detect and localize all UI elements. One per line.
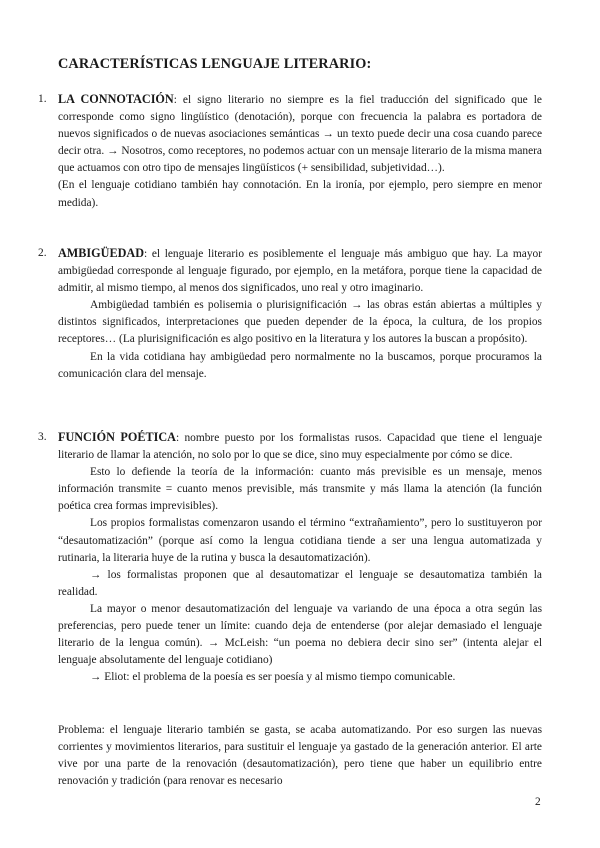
section-number: 2.	[38, 247, 47, 259]
section-heading: AMBIGÜEDAD	[58, 246, 144, 260]
section-lead-paragraph	[58, 91, 542, 177]
section-paragraph: En la vida cotidiana hay ambigüedad pero normalmente no la buscamos, porque procuramos la comunicación clara del mensaje.	[58, 350, 542, 380]
section-heading: FUNCIÓN POÉTICA	[58, 430, 176, 444]
section-paragraph: → Eliot: el problema de la poesía es ser poesía y al mismo tiempo comunicable.	[90, 671, 456, 684]
section-body	[58, 91, 542, 212]
section-paragraph: Los propios formalistas comenzaron usando el término “extrañamiento”, pero lo sustituyeron por “desautomatización” (porque así como la lengua cotidiana tiende a ser una lengua automatizada y rutinaria, la literaria huye de la rutina y busca la desautomatización).	[58, 517, 542, 564]
section-lead-text: : nombre puesto por los formalistas rusos. Capacidad que tiene el lenguaje literario de llamar la atención, no solo por lo que se dice, sino muy especialmente por cómo se dice.	[58, 432, 543, 462]
section-funcion-poetica	[38, 429, 542, 686]
section-paragraph: Ambigüedad también es polisemia o plurisignificación → las obras están abiertas a múltiples y distintos significados, interpretaciones que pueden depender de la época, la cultura, de los propios receptores… (La plurisignificación es algo positivo en la literatura y los autores la buscan a propósito).	[58, 299, 542, 346]
section-paragraph: Esto lo defiende la teoría de la información: cuanto más previsible es un mensaje, menos información transmite = cuanto menos previsible, más transmite y más llama la atención (la función poética crea formas imprevisibles).	[58, 466, 542, 513]
document-title: CARACTERÍSTICAS LENGUAJE LITERARIO:	[58, 56, 372, 72]
section-lead-text: : el signo literario no siempre es la fiel traducción del significado que le corresponde como signo lingüístico (denotación), porque con frecuencia la palabra es portadora de nuevos significados o de nuevas asociaciones semánticas → un texto puede decir una cosa cuando parece decir otra. → Nosotros, como receptores, no podemos actuar con un mensaje literario de la misma manera que actuamos con otro tipo de mensajes lingüísticos (+ sensibilidad, subjetividad…).	[58, 94, 542, 175]
section-body	[58, 429, 542, 686]
section-heading: LA CONNOTACIÓN	[58, 92, 174, 106]
section-body	[58, 245, 542, 383]
section-number: 1.	[38, 93, 47, 105]
section-ambiguedad	[38, 245, 542, 383]
section-paragraph: → los formalistas proponen que al desautomatizar el lenguaje se desautomatiza también la realidad.	[58, 568, 542, 598]
section-lead-paragraph	[58, 245, 542, 297]
problem-paragraph: Problema: el lenguaje literario también se gasta, se acaba automatizando. Por eso surgen las nuevas corrientes y movimientos literarios, para sustituir el lenguaje ya gastado de la generación anterior. El arte vive por una parte de la renovación (desautomatización), pero tiene que haber un equilibrio entre renovación y tradición (para renovar es necesario	[58, 724, 542, 788]
section-lead-text: : el lenguaje literario es posiblemente el lenguaje más ambiguo que hay. La mayor ambigüedad corresponde al lenguaje figurado, por ejemplo, en la metáfora, porque tiene la capacidad de admitir, al mismo tiempo, al menos dos significados, uno real y otro imaginario.	[58, 248, 542, 295]
page-number: 2	[535, 796, 541, 808]
section-paragraph: (En el lenguaje cotidiano también hay connotación. En la ironía, por ejemplo, pero siempre en menor medida).	[58, 179, 542, 209]
section-number: 3.	[38, 431, 47, 443]
section-connotacion	[38, 91, 542, 212]
section-paragraph: La mayor o menor desautomatización del lenguaje va variando de una época a otra según las preferencias, pero puede tener un límite: cuando deja de entenderse (por alejar demasiado el lenguaje literario de la lengua común). → McLeish: “un poema no debiera decir sino ser” (intenta alejar el lenguaje absolutamente del lenguaje cotidiano)	[58, 602, 542, 667]
section-lead-paragraph	[58, 429, 542, 464]
